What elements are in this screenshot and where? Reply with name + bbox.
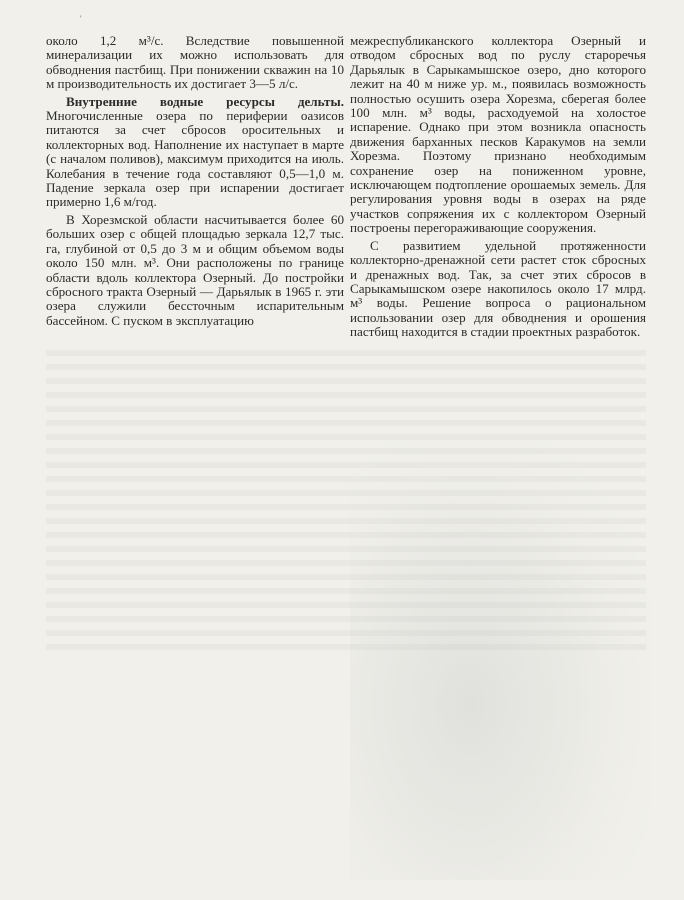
section-heading-inner-water-resources: Внутренние водные ресурсы дельты.	[66, 93, 344, 109]
paragraph-right-2: С развитием удельной протяженности коллекторно-дренажной сети растет сток сбросных и дренажных вод. Так, за счет этих сбросов в Сарыкамышском озере накопилось около 17 млрд. м³ воды. Решение вопроса о рациональном использовании озер для обводнения и орошения пастбищ находится в стадии проектных разработок.	[350, 237, 646, 340]
scan-mark: '	[80, 14, 82, 24]
paragraph-right-1: межреспубликанского коллектора Озерный и отводом сбросных вод по руслу староречья Дарьялык в Сарыкамышское озеро, дно которого лежит на 40 м ниже ур. м., появилась возможность полностью осушить озера Хорезма, сберегая более 100 млн. м³ воды, расходуемой на холостое испарение. Однако при этом возникла опасность движения барханных песков Каракумов на земли Хорезма. Поэтому признано необходимым сохранение озер на пониженном уровне, исключающем подтопление орошаемых земель. Для регулирования уровня воды в озерах на ряде участков сопряжения их с коллектором Озерный построены перегораживающие сооружения.	[350, 33, 646, 236]
bleed-through-photo	[350, 440, 650, 880]
paragraph-left-1: около 1,2 м³/с. Вследствие повышенной минерализации их можно использовать для обводнения пастбищ. При понижении скважин на 10 м производительность их достигает 3—5 л/с.	[46, 33, 344, 92]
paragraph-left-3: В Хорезмской области насчитывается более 60 больших озер с общей площадью зеркала 12,7 тыс. га, глубиной от 0,5 до 3 м и общим объемом воды около 150 млн. м³. Они расположены по границе области вдоль коллектора Озерный. До постройки сбросного тракта Озерный — Дарьялык в 1965 г. эти озера служили бессточным испарительным бассейном. С пуском в эксплуатацию	[46, 211, 344, 328]
right-column	[350, 34, 646, 340]
bleed-through-text	[46, 350, 646, 650]
left-column	[46, 34, 344, 328]
paragraph-left-2	[46, 95, 344, 210]
paragraph-left-2-body: Многочисленные озера по периферии оазисов питаются за счет сбросов оросительных и коллекторных вод. Наполнение их наступает в марте (с началом поливов), максимум приходится на июль. Колебания в течение года составляют 0,5—1,0 м. Падение зеркала озер при испарении достигает примерно 1,6 м/год.	[46, 108, 344, 210]
